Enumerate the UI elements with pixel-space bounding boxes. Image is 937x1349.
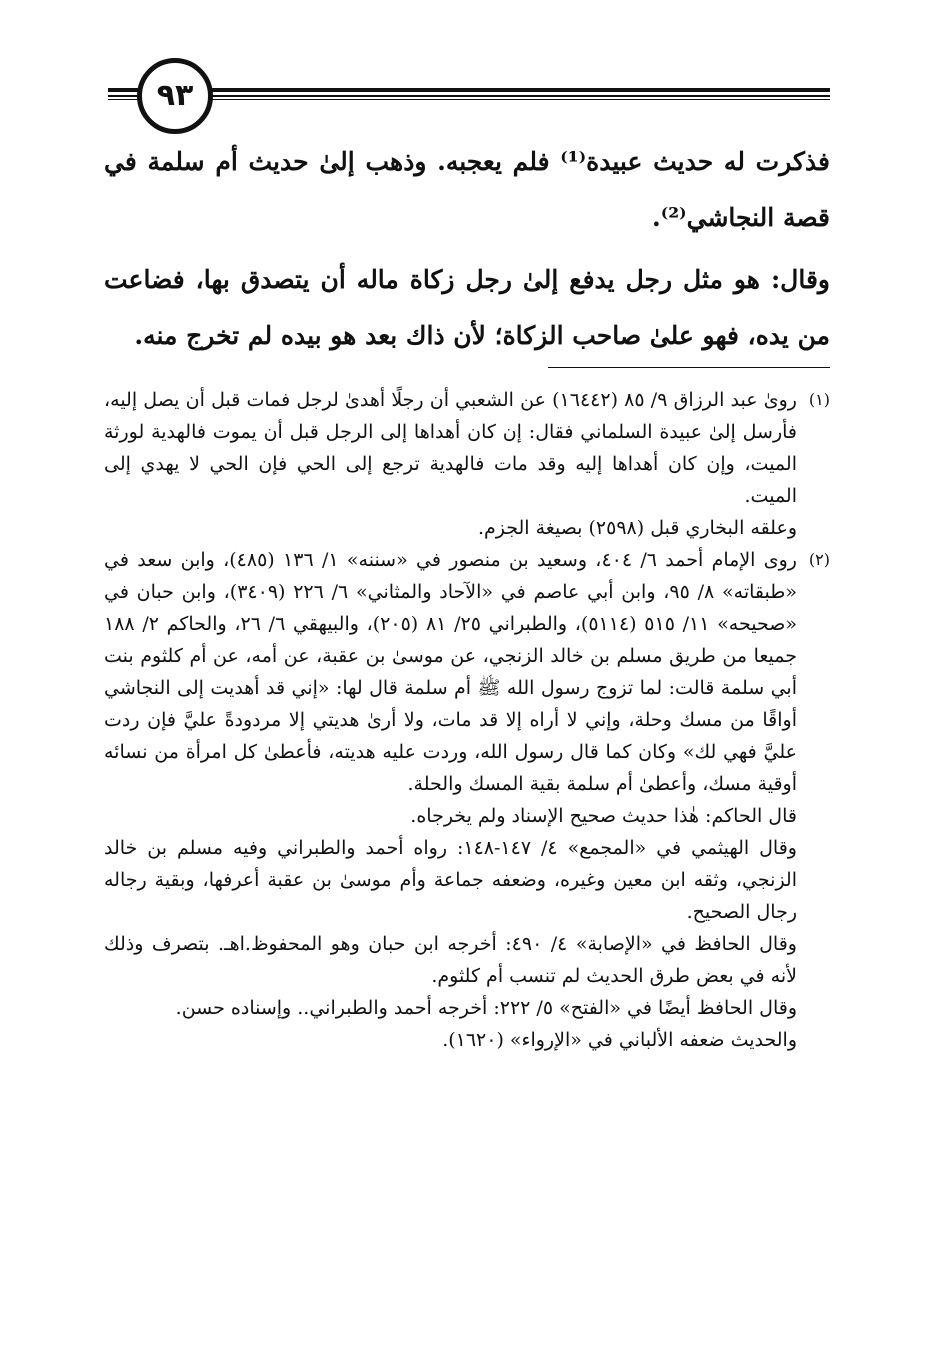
- footnote-number: (٢): [808, 550, 830, 569]
- footnote-text: قال الحاكم: هٰذا حديث صحيح الإسناد ولم يخرجاه.: [410, 805, 797, 827]
- footnote-text: رویٰ عبد الرزاق ٩/ ٨٥ (١٦٤٤٢) عن الشعبي أن رجلًا أهدىٰ لرجل فمات قبل أن يصل إليه، فأرسل إلىٰ عبيدة السلماني فقال: إن كان أهداها إلى الرجل قبل أن يموت فالهدية لورثة الميت، وإن كان أهداها إليه وقد مات فالهدية ترجع إلى الحي فإن الحي لا يهدي إلى الميت.: [104, 389, 797, 507]
- footnote-text: وعلقه البخاري قبل (٢٥٩٨) بصيغة الجزم.: [477, 517, 797, 539]
- header-rule: [108, 88, 830, 92]
- paragraph-lead: وقال:: [770, 265, 830, 294]
- paragraph-body: هو مثل رجل يدفع إلىٰ رجل زكاة ماله أن يتصدق بها، فضاعت من يده، فهو علىٰ صاحب الزكاة؛ لأن ذاك بعد هو بيده لم تخرج منه.: [104, 265, 830, 350]
- main-paragraph-1: فذكرت له حديث عبيدة⁽¹⁾ فلم يعجبه. وذهب إلىٰ حديث أم سلمة في قصة النجاشي⁽²⁾.: [104, 147, 830, 232]
- main-text: [104, 134, 830, 364]
- footnote-number: (١): [808, 390, 830, 409]
- footnote-divider: [548, 367, 830, 368]
- footnote-1: [104, 384, 830, 544]
- footnote-text: والحديث ضعفه الألباني في «الإرواء» (١٦٢٠).: [442, 1029, 797, 1051]
- header-rule-hairline: [108, 99, 830, 100]
- footnote-2: [104, 544, 830, 1056]
- footnote-text: وقال الحافظ أيضًا في «الفتح» ٥/ ٢٢٢: أخرجه أحمد والطبراني.. وإسناده حسن.: [175, 997, 797, 1019]
- header-rule-thin: [108, 95, 830, 97]
- footnote-text: روى الإمام أحمد ٦/ ٤٠٤، وسعيد بن منصور في «سننه» ١/ ١٣٦ (٤٨٥)، وابن سعد في «طبقاته» ٨/ ٩٥، وابن أبي عاصم في «الآحاد والمثاني» ٦/ ٢٢٦ (٣٤٠٩)، وابن حبان في «صحيحه» ١١/ ٥١٥ (٥١١٤)، والطبراني ٢٥/ ٨١ (٢٠٥)، والبيهقي ٦/ ٢٦، والحاكم ٢/ ١٨٨ جميعا من طريق مسلم بن خالد الزنجي، عن موسىٰ بن عقبة، عن أمه، عن أم كلثوم بنت أبي سلمة قالت: لما تزوج رسول الله ﷺ أم سلمة قال لها: «إني قد أهديت إلى النجاشي أواقًا من مسك وحلة، وإني لا أراه إلا قد مات، ولا أرىٰ هديتي إلا مردودةً عليَّ فإن ردت عليَّ فهي لك» وكان كما قال رسول الله، وردت عليه هديته، فأعطىٰ كل امرأة من نسائه أوقية مسك، وأعطىٰ أم سلمة بقية المسك والحلة.: [104, 549, 798, 795]
- footnote-text: وقال الهيثمي في «المجمع» ٤/ ١٤٧-١٤٨: رواه أحمد والطبراني وفيه مسلم بن خالد الزنجي، وثقه ابن معين وغيره، وضعفه جماعة وأم موسىٰ بن عقبة أعرفها، وبقية رجاله رجال الصحيح.: [104, 837, 797, 923]
- page-number-badge: [137, 58, 213, 134]
- footnotes: [104, 384, 830, 1056]
- footnote-text: وقال الحافظ في «الإصابة» ٤/ ٤٩٠: أخرجه ابن حبان وهو المحفوظ.اهـ. بتصرف وذلك لأنه في بعض طرق الحديث لم تنسب أم كلثوم.: [104, 933, 797, 987]
- main-paragraph-2: [104, 252, 830, 364]
- page-number: ٩٣: [156, 78, 194, 113]
